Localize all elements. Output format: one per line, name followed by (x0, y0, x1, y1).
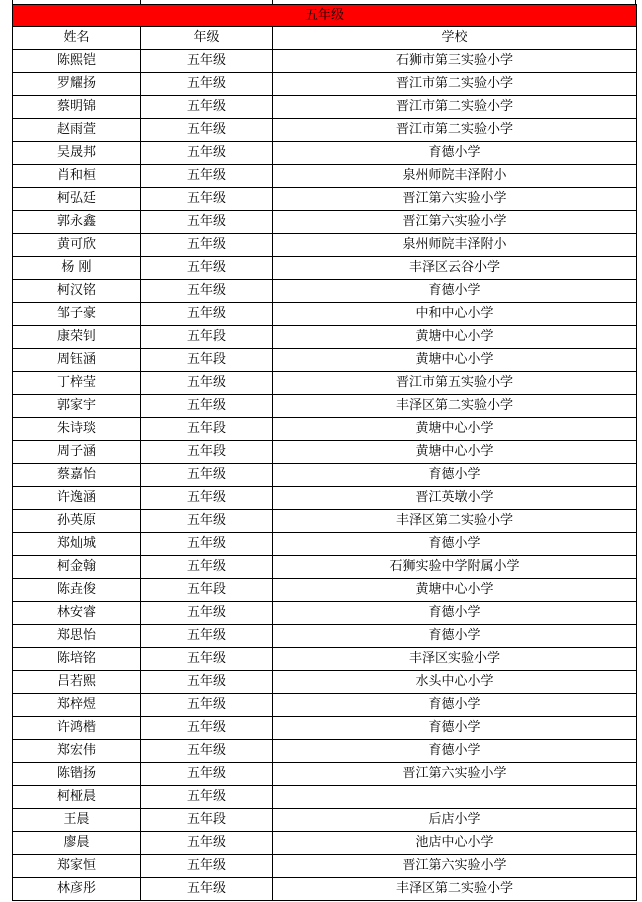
cell-name[interactable]: 朱诗琰 (13, 418, 141, 441)
cell-grade[interactable]: 五年级 (141, 372, 273, 395)
cell-grade[interactable]: 五年级 (141, 280, 273, 303)
cell-name[interactable]: 郑宏伟 (13, 740, 141, 763)
cell-name[interactable]: 康荣钊 (13, 326, 141, 349)
cell-name[interactable]: 郭家宇 (13, 395, 141, 418)
cell-school[interactable]: 丰泽区第二实验小学 (273, 510, 637, 533)
table-row (13, 556, 637, 579)
cell-name[interactable]: 周子涵 (13, 441, 141, 464)
cell-school[interactable]: 育德小学 (273, 625, 637, 648)
cell-grade[interactable]: 五年级 (141, 211, 273, 234)
table-row (13, 878, 637, 901)
table-row (13, 441, 637, 464)
cell-name[interactable]: 廖晨 (13, 832, 141, 855)
cell-school[interactable]: 晋江第六实验小学 (273, 211, 637, 234)
cell-grade[interactable]: 五年级 (141, 96, 273, 119)
table-row (13, 694, 637, 717)
cell-grade[interactable]: 五年级 (141, 533, 273, 556)
cell-name[interactable]: 罗耀扬 (13, 73, 141, 96)
table-row (13, 257, 637, 280)
cell-grade[interactable]: 五年级 (141, 257, 273, 280)
cell-school[interactable] (273, 786, 637, 809)
cell-name[interactable]: 陈锴扬 (13, 763, 141, 786)
cell-name[interactable]: 吕若熙 (13, 671, 141, 694)
cell-name[interactable]: 丁梓莹 (13, 372, 141, 395)
cell-name[interactable]: 郑梓煜 (13, 694, 141, 717)
cell-name[interactable]: 陈培铭 (13, 648, 141, 671)
table-row (13, 326, 637, 349)
cell-grade[interactable]: 五年段 (141, 579, 273, 602)
header-grade[interactable]: 年级 (141, 27, 273, 50)
cell-grade[interactable]: 五年级 (141, 832, 273, 855)
table-row (13, 96, 637, 119)
cell-name[interactable]: 柯弘廷 (13, 188, 141, 211)
cell-school[interactable]: 黄塘中心小学 (273, 441, 637, 464)
column-divider (272, 0, 273, 4)
cell-name[interactable]: 孙英原 (13, 510, 141, 533)
header-school[interactable]: 学校 (273, 27, 637, 50)
cell-grade[interactable]: 五年段 (141, 809, 273, 832)
cell-school[interactable]: 丰泽区第二实验小学 (273, 395, 637, 418)
cell-name[interactable]: 许鸿楷 (13, 717, 141, 740)
cell-school[interactable]: 育德小学 (273, 464, 637, 487)
cell-school[interactable]: 池店中心小学 (273, 832, 637, 855)
cell-grade[interactable]: 五年级 (141, 717, 273, 740)
cell-grade[interactable]: 五年级 (141, 464, 273, 487)
header-row (13, 27, 637, 50)
grade-banner[interactable]: 五年级 (13, 5, 637, 27)
top-strip (0, 0, 642, 4)
cell-school[interactable]: 育德小学 (273, 280, 637, 303)
cell-name[interactable]: 杨 刚 (13, 257, 141, 280)
cell-school[interactable]: 黄塘中心小学 (273, 326, 637, 349)
cell-name[interactable]: 林彦彤 (13, 878, 141, 901)
table-row (13, 464, 637, 487)
cell-school[interactable]: 丰泽区实验小学 (273, 648, 637, 671)
table-row (13, 832, 637, 855)
cell-name[interactable]: 邹子豪 (13, 303, 141, 326)
cell-grade[interactable]: 五年段 (141, 441, 273, 464)
cell-grade[interactable]: 五年级 (141, 142, 273, 165)
cell-grade[interactable]: 五年级 (141, 556, 273, 579)
cell-grade[interactable]: 五年级 (141, 855, 273, 878)
table-row (13, 418, 637, 441)
table-row (13, 855, 637, 878)
cell-school[interactable]: 水头中心小学 (273, 671, 637, 694)
table-row (13, 188, 637, 211)
roster-table (12, 4, 637, 901)
cell-school[interactable]: 石狮实验中学附属小学 (273, 556, 637, 579)
table-row (13, 234, 637, 257)
cell-school[interactable]: 后店小学 (273, 809, 637, 832)
cell-school[interactable]: 育德小学 (273, 694, 637, 717)
table-row (13, 165, 637, 188)
cell-name[interactable]: 吴晟邦 (13, 142, 141, 165)
table-row (13, 395, 637, 418)
cell-grade[interactable]: 五年级 (141, 395, 273, 418)
table-row (13, 303, 637, 326)
cell-name[interactable]: 王晨 (13, 809, 141, 832)
cell-school[interactable]: 晋江第六实验小学 (273, 188, 637, 211)
cell-grade[interactable]: 五年级 (141, 648, 273, 671)
cell-grade[interactable]: 五年级 (141, 303, 273, 326)
cell-grade[interactable]: 五年段 (141, 418, 273, 441)
cell-name[interactable]: 郑思怡 (13, 625, 141, 648)
table-row (13, 487, 637, 510)
column-divider (140, 0, 141, 4)
cell-grade[interactable]: 五年级 (141, 671, 273, 694)
cell-school[interactable]: 晋江市第二实验小学 (273, 96, 637, 119)
cell-name[interactable]: 肖和桓 (13, 165, 141, 188)
cell-name[interactable]: 柯汉铭 (13, 280, 141, 303)
cell-name[interactable]: 蔡明锦 (13, 96, 141, 119)
cell-school[interactable]: 育德小学 (273, 533, 637, 556)
cell-school[interactable]: 黄塘中心小学 (273, 349, 637, 372)
table-row (13, 349, 637, 372)
cell-school[interactable]: 泉州师院丰泽附小 (273, 165, 637, 188)
table-row (13, 119, 637, 142)
cell-grade[interactable]: 五年级 (141, 602, 273, 625)
cell-name[interactable]: 郑家恒 (13, 855, 141, 878)
header-name[interactable]: 姓名 (13, 27, 141, 50)
cell-name[interactable]: 许逸涵 (13, 487, 141, 510)
cell-name[interactable]: 柯桠晨 (13, 786, 141, 809)
table-row (13, 625, 637, 648)
cell-school[interactable]: 晋江市第二实验小学 (273, 73, 637, 96)
cell-name[interactable]: 陈熙铠 (13, 50, 141, 73)
cell-grade[interactable]: 五年级 (141, 188, 273, 211)
table-row (13, 372, 637, 395)
table-row (13, 809, 637, 832)
table-row (13, 142, 637, 165)
table-row (13, 73, 637, 96)
cell-grade[interactable]: 五年级 (141, 878, 273, 901)
cell-name[interactable]: 林安睿 (13, 602, 141, 625)
cell-school[interactable]: 黄塘中心小学 (273, 579, 637, 602)
cell-name[interactable]: 陈垚俊 (13, 579, 141, 602)
column-divider (12, 0, 13, 4)
table-row (13, 740, 637, 763)
cell-grade[interactable]: 五年级 (141, 234, 273, 257)
table-row (13, 510, 637, 533)
cell-grade[interactable]: 五年级 (141, 165, 273, 188)
cell-name[interactable]: 周钰涵 (13, 349, 141, 372)
cell-school[interactable]: 育德小学 (273, 142, 637, 165)
cell-school[interactable]: 晋江第六实验小学 (273, 763, 637, 786)
cell-name[interactable]: 郭永鑫 (13, 211, 141, 234)
grade-banner-row (13, 5, 637, 27)
cell-school[interactable]: 泉州师院丰泽附小 (273, 234, 637, 257)
cell-school[interactable]: 中和中心小学 (273, 303, 637, 326)
cell-name[interactable]: 柯金翰 (13, 556, 141, 579)
table-row (13, 50, 637, 73)
cell-grade[interactable]: 五年级 (141, 786, 273, 809)
cell-grade[interactable]: 五年段 (141, 326, 273, 349)
cell-school[interactable]: 石狮市第三实验小学 (273, 50, 637, 73)
cell-grade[interactable]: 五年级 (141, 73, 273, 96)
cell-name[interactable]: 郑灿城 (13, 533, 141, 556)
cell-grade[interactable]: 五年级 (141, 763, 273, 786)
cell-school[interactable]: 育德小学 (273, 740, 637, 763)
cell-grade[interactable]: 五年级 (141, 625, 273, 648)
cell-grade[interactable]: 五年级 (141, 487, 273, 510)
column-divider (635, 0, 636, 4)
table-row (13, 602, 637, 625)
cell-school[interactable]: 丰泽区第二实验小学 (273, 878, 637, 901)
table-row (13, 648, 637, 671)
table-row (13, 579, 637, 602)
cell-grade[interactable]: 五年段 (141, 349, 273, 372)
table-row (13, 786, 637, 809)
cell-school[interactable]: 育德小学 (273, 717, 637, 740)
table-row (13, 717, 637, 740)
cell-name[interactable]: 黄可欣 (13, 234, 141, 257)
table-row (13, 280, 637, 303)
cell-grade[interactable]: 五年级 (141, 510, 273, 533)
cell-name[interactable]: 蔡嘉怡 (13, 464, 141, 487)
cell-school[interactable]: 晋江英墩小学 (273, 487, 637, 510)
cell-school[interactable]: 丰泽区云谷小学 (273, 257, 637, 280)
table-row (13, 671, 637, 694)
cell-school[interactable]: 育德小学 (273, 602, 637, 625)
cell-school[interactable]: 黄塘中心小学 (273, 418, 637, 441)
table-row (13, 763, 637, 786)
cell-school[interactable]: 晋江市第二实验小学 (273, 119, 637, 142)
cell-grade[interactable]: 五年级 (141, 119, 273, 142)
cell-name[interactable]: 赵雨萱 (13, 119, 141, 142)
cell-grade[interactable]: 五年级 (141, 740, 273, 763)
cell-school[interactable]: 晋江第六实验小学 (273, 855, 637, 878)
cell-grade[interactable]: 五年级 (141, 50, 273, 73)
table-row (13, 533, 637, 556)
cell-grade[interactable]: 五年级 (141, 694, 273, 717)
cell-school[interactable]: 晋江市第五实验小学 (273, 372, 637, 395)
table-row (13, 211, 637, 234)
